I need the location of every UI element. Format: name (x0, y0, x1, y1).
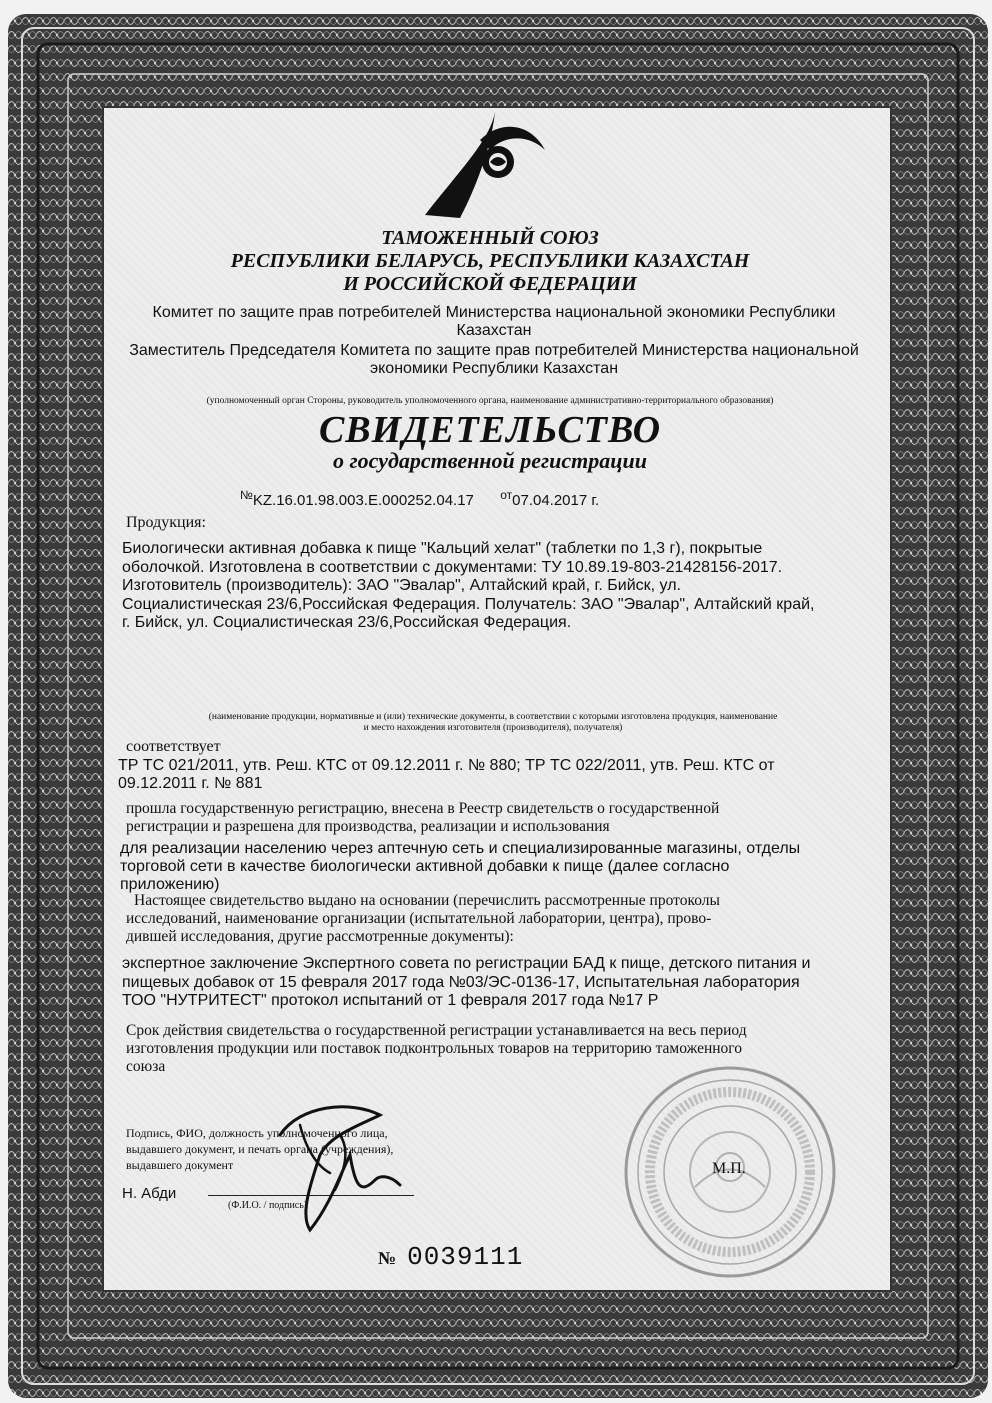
authority-line-3: Заместитель Председателя Комитета по защите прав потребителей Министерства национальной (129, 342, 859, 359)
serial-prefix: № (378, 1248, 398, 1268)
product-line: оболочкой. Изготовлена в соответствии с документами: ТУ 10.89.19-803-21428156-2017. (122, 558, 783, 576)
registration-number-value: KZ.16.01.98.003.E.000252.04.17 (252, 492, 474, 509)
validity-line-2: изготовления продукции или поставок подконтрольных товаров на территорию таможенного (126, 1040, 743, 1057)
registration-date: 07.04.2017 г. (512, 492, 600, 509)
signature-caption-line: выдавшего документ (126, 1158, 234, 1172)
handwritten-signature-icon (240, 1095, 430, 1235)
usage-line-1: для реализации населению через аптечную сеть и специализированные магазины, отделы (120, 840, 801, 857)
product-line: Биологически активная добавка к пище "Кальций хелат" (таблетки по 1,3 г), покрытые (122, 540, 763, 557)
document-subtitle: о государственной регистрации (333, 448, 647, 473)
header-line-3: И РОССИЙСКОЙ ФЕДЕРАЦИИ (343, 273, 637, 295)
basis-line-3: дившей исследования, другие рассмотренные документы): (126, 928, 514, 945)
header-line-2: РЕСПУБЛИКИ БЕЛАРУСЬ, РЕСПУБЛИКИ КАЗАХСТАН (230, 250, 750, 272)
signature-caption-line: выдавшего документ, и печать органа (учреждения), (126, 1142, 394, 1156)
official-seal (620, 1062, 840, 1282)
authority-line-2: Казахстан (456, 322, 532, 339)
usage-line-2: торговой сети в качестве биологически активной добавки к пище (далее согласно (120, 858, 730, 875)
product-line: г. Бийск, ул. Социалистическая 23/6,Российская Федерация. (122, 614, 572, 631)
basis-line-1: Настоящее свидетельство выдано на основании (перечислить рассмотренные протоколы (134, 892, 720, 909)
product-line: Социалистическая 23/6,Российская Федерация. Получатель: ЗАО "Эвалар", Алтайский край, (122, 595, 815, 613)
expert-line-1: экспертное заключение Экспертного совета по регистрации БАД к пище, детского питания и (122, 955, 811, 972)
document-title: СВИДЕТЕЛЬСТВО (318, 409, 662, 451)
conformity-line-1: ТР ТС 021/2011, утв. Реш. КТС от 09.12.2011 г. № 880; ТР ТС 022/2011, утв. Реш. КТС от (118, 757, 775, 774)
date-prefix: от (500, 488, 513, 502)
signer-name: Н. Абди (122, 1185, 177, 1202)
expert-line-2: пищевых добавок от 15 февраля 2017 года №03/ЭС-0136-17, Испытательная лаборатория (122, 974, 800, 991)
product-line: Изготовитель (производитель): ЗАО "Эвалар", Алтайский край, г. Бийск, ул. (122, 577, 681, 594)
signer-name-caption: (Ф.И.О. / подпись) (228, 1200, 308, 1211)
registration-text-1: прошла государственную регистрацию, внесена в Реестр свидетельств о государственной (126, 800, 720, 817)
serial-number-value: 0039111 (407, 1242, 524, 1272)
customs-union-emblem-icon (420, 110, 550, 220)
number-prefix: № (240, 488, 253, 502)
signature-caption-line: Подпись, ФИО, должность уполномоченного лица, (126, 1126, 388, 1140)
authority-line-4: экономики Республики Казахстан (369, 360, 619, 377)
validity-line-3: союза (126, 1058, 166, 1075)
authority-caption: (уполномоченный орган Стороны, руководитель уполномоченного органа, наименование административно-территориального образования) (206, 396, 774, 406)
product-caption-2: и место нахождения изготовителя (производителя), получателя) (363, 723, 623, 733)
validity-line-1: Срок действия свидетельства о государственной регистрации устанавливается на весь период (126, 1022, 747, 1039)
header-line-1: ТАМОЖЕННЫЙ СОЮЗ (381, 227, 599, 249)
expert-line-3: ТОО "НУТРИТЕСТ" протокол испытаний от 1 февраля 2017 года №17 Р (122, 992, 659, 1009)
authority-line-1: Комитет по защите прав потребителей Министерства национальной экономики Республики (152, 304, 836, 321)
product-caption-1: (наименование продукции, нормативные и (или) технические документы, в соответствии с которыми изготовлена продукция, наименование (208, 712, 778, 722)
seal-label: М.П. (712, 1160, 746, 1177)
product-description (122, 540, 862, 633)
usage-line-3: приложению) (120, 876, 220, 893)
registration-text-2: регистрации и разрешена для производства, реализации и использования (126, 818, 610, 835)
basis-line-2: исследований, наименование организации (испытательной лаборатории, центра), прово- (126, 910, 712, 927)
product-label: Продукция: (126, 514, 206, 531)
serial-number (378, 1242, 523, 1272)
conformity-label: соответствует (126, 738, 221, 755)
registration-number (240, 488, 599, 509)
conformity-line-2: 09.12.2011 г. № 881 (118, 775, 263, 792)
